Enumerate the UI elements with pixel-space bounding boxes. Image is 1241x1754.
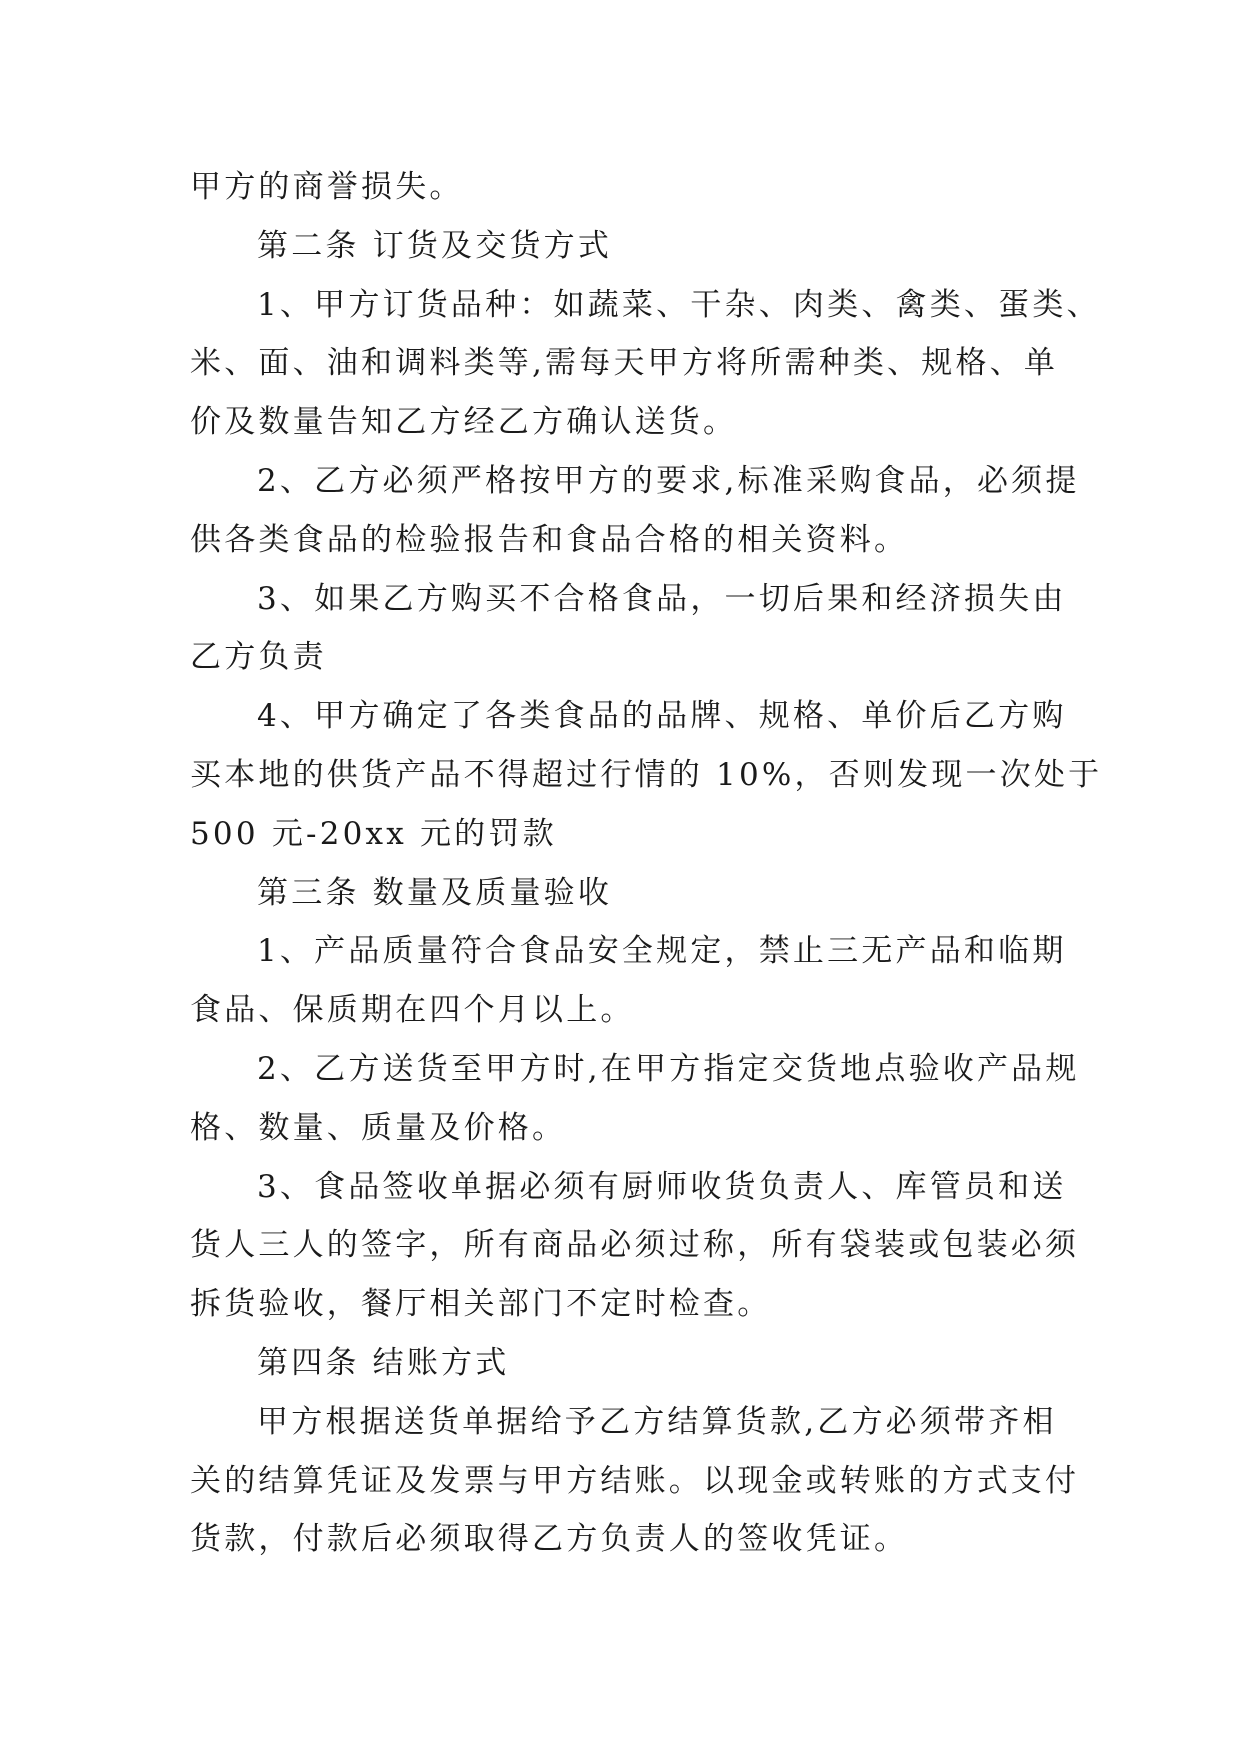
text-line: 2、乙方送货至甲方时,在甲方指定交货地点验收产品规 xyxy=(257,1050,1080,1087)
text-line: 价及数量告知乙方经乙方确认送货。 xyxy=(190,404,738,441)
text-line: 乙方负责 xyxy=(190,639,327,676)
text-line: 食品、保质期在四个月以上。 xyxy=(190,992,635,1029)
text-line: 供各类食品的检验报告和食品合格的相关资料。 xyxy=(190,521,909,558)
document-body xyxy=(190,158,1103,1569)
text-line: 货款，付款后必须取得乙方负责人的签收凭证。 xyxy=(190,1521,909,1558)
text-line: 关的结算凭证及发票与甲方结账。以现金或转账的方式支付 xyxy=(190,1462,1080,1499)
text-line: 格、数量、质量及价格。 xyxy=(190,1109,567,1146)
text-line: 甲方的商誉损失。 xyxy=(190,169,464,205)
text-line: 拆货验收，餐厅相关部门不定时检查。 xyxy=(190,1286,772,1323)
text-line: 3、食品签收单据必须有厨师收货负责人、库管员和送 xyxy=(257,1168,1067,1205)
section-heading: 第三条 数量及质量验收 xyxy=(257,874,613,911)
text-line: 3、如果乙方购买不合格食品，一切后果和经济损失由 xyxy=(257,580,1067,617)
section-heading: 第四条 结账方式 xyxy=(257,1344,510,1381)
text-line: 2、乙方必须严格按甲方的要求,标准采购食品，必须提 xyxy=(257,462,1080,499)
text-line: 1、产品质量符合食品安全规定，禁止三无产品和临期 xyxy=(257,933,1067,970)
text-line: 4、甲方确定了各类食品的品牌、规格、单价后乙方购 xyxy=(257,698,1067,735)
text-line: 买本地的供货产品不得超过行情的 10%，否则发现一次处于 xyxy=(190,756,1103,793)
text-line: 甲方根据送货单据给予乙方结算货款,乙方必须带齐相 xyxy=(257,1403,1057,1440)
section-heading: 第二条 订货及交货方式 xyxy=(257,227,613,264)
text-line: 1、甲方订货品种：如蔬菜、干杂、肉类、禽类、蛋类、 xyxy=(257,286,1101,323)
text-line: 米、面、油和调料类等,需每天甲方将所需种类、规格、单 xyxy=(190,345,1059,382)
text-line: 货人三人的签字，所有商品必须过称，所有袋装或包装必须 xyxy=(190,1227,1080,1264)
text-line: 500 元-20xx 元的罚款 xyxy=(190,815,557,852)
